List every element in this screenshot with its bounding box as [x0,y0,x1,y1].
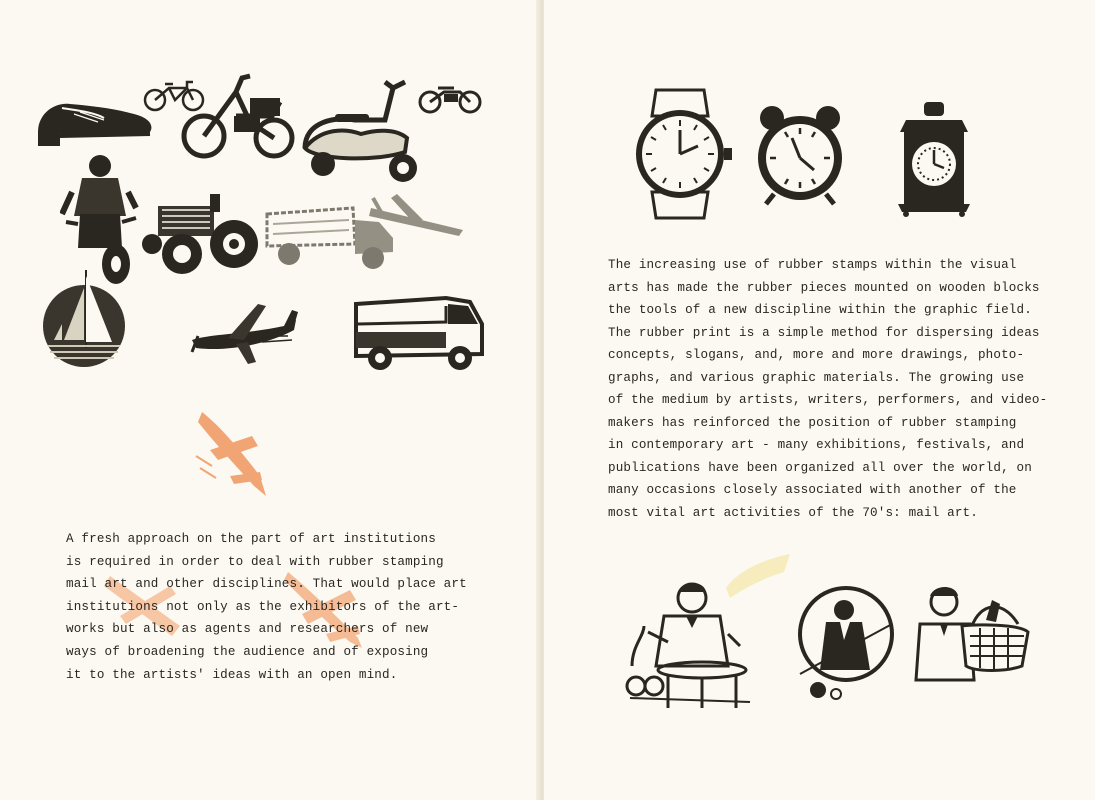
right-page [544,0,1095,800]
motorcycle-icon [418,84,482,114]
billiards-player-icon [796,584,900,702]
paragraph-line: works but also as agents and researchers of new [66,622,429,637]
paragraph-line: concepts, slogans, and, more and more drawings, photo- [608,348,1025,362]
left-page [0,0,540,800]
paragraph-line: the tools of a new discipline within the graphic field. [608,303,1032,317]
paragraph-line: arts has made the rubber pieces mounted on wooden blocks [608,280,1040,295]
small-plane-icon [367,190,471,242]
moped-icon [180,72,300,164]
paragraph-line: is required in order to deal with rubber stamping [66,554,444,569]
paragraph-line: publications have been organized all over the world, on [608,460,1032,475]
tractor-icon [138,192,260,280]
paragraph-line: makers has reinforced the position of rubber stamping [608,415,1017,430]
paragraph-line: most vital art activities of the 70's: mail art. [608,505,978,520]
paragraph-line: A fresh approach on the part of art institutions [66,532,436,546]
paragraph-line: institutions not only as the exhibitors of the art- [66,599,460,614]
scooter-icon [295,78,425,186]
mantel-clock-icon [896,100,972,218]
paragraph-line: in contemporary art - many exhibitions, festivals, and [608,438,1025,452]
alarm-clock-icon [752,102,848,206]
paragraph-line: many occasions closely associated with another of the [608,483,1017,497]
propeller-plane-icon [188,300,302,366]
paragraph-line: ways of broadening the audience and of exposing [66,644,429,659]
paragraph-line: mail art and other disciplines. That would place art [66,577,467,592]
paragraph-line: The increasing use of rubber stamps within the visual [608,258,1017,272]
paragraph-line: graphs, and various graphic materials. The growing use [608,370,1025,385]
left-paragraph [66,528,467,686]
diner-man-icon [624,576,754,710]
basket-man-icon [910,580,1032,684]
orange-plane-icon [190,406,286,511]
paragraph-line: The rubber print is a simple method for dispersing ideas [608,325,1040,340]
paragraph-line: it to the artists' ideas with an open mind. [66,667,398,682]
shoe-icon [34,92,156,150]
right-paragraph [608,254,1047,524]
wristwatch-icon [626,86,734,222]
van-icon [350,294,486,374]
sailboat-icon [40,266,128,370]
paragraph-line: of the medium by artists, writers, performers, and video- [608,393,1048,407]
